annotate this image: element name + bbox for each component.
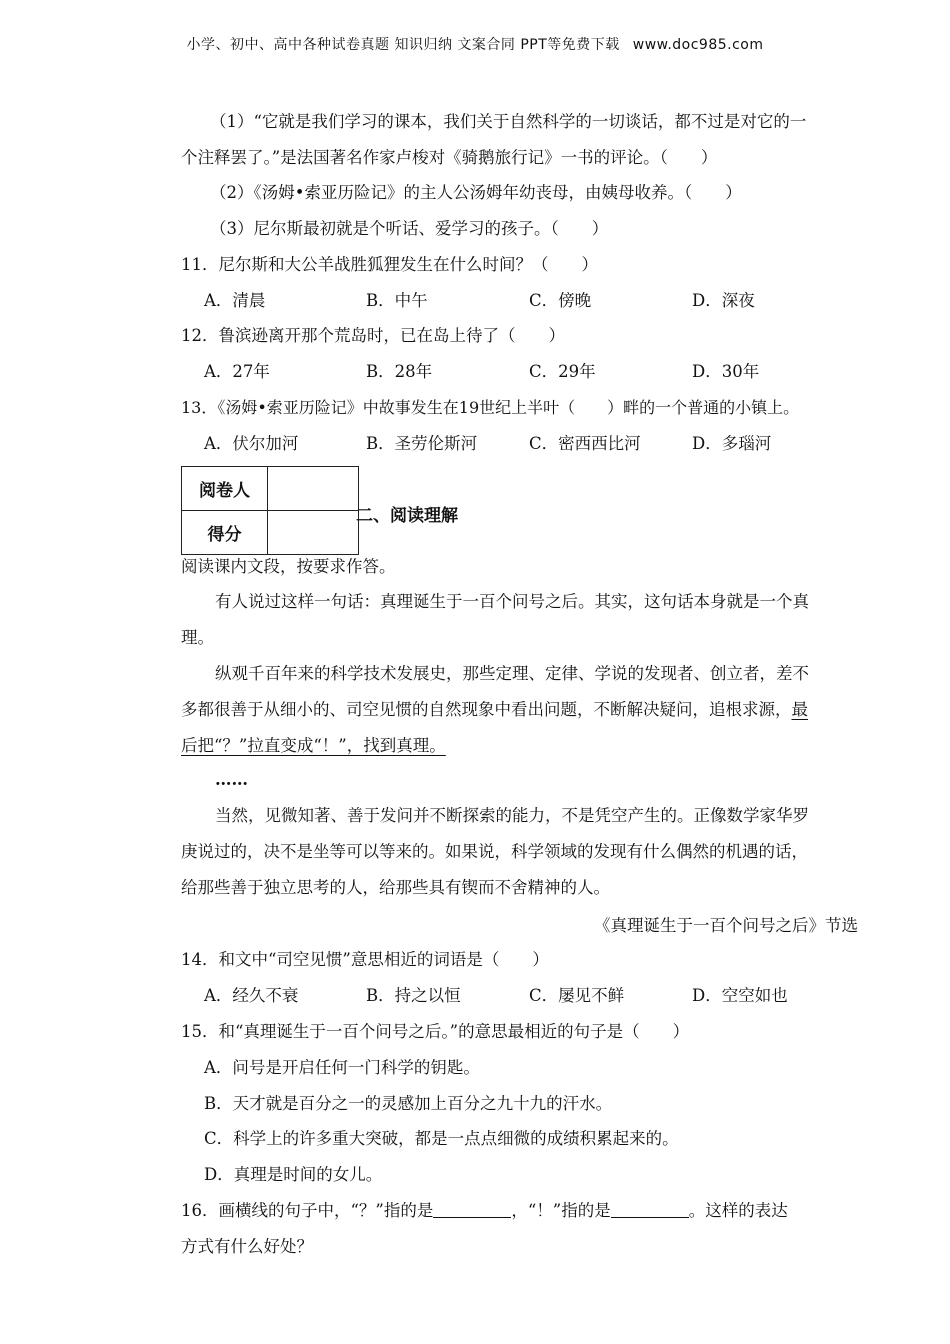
score-cell — [268, 511, 359, 555]
question-11-stem: 11．尼尔斯和大公羊战胜狐狸发生在什么时间？（ ） — [181, 255, 598, 274]
question-12-stem: 12．鲁滨逊离开那个荒岛时，已在岛上待了（ ） — [181, 326, 565, 345]
question-16-line-2: 方式有什么好处？ — [181, 1237, 313, 1256]
q15-option-c: C．科学上的许多重大突破，都是一点点细微的成绩积累起来的。 — [204, 1129, 679, 1148]
q11-option-d: D．深夜 — [692, 291, 755, 310]
header-title: 小学、初中、高中各种试卷真题 知识归纳 文案合同 PPT等免费下载 — [186, 37, 620, 53]
q15-option-b: B．天才就是百分之一的灵感加上百分之九十九的汗水。 — [204, 1094, 613, 1113]
q15-option-a: A．问号是开启任何一门科学的钥匙。 — [204, 1058, 480, 1077]
q15-option-d: D．真理是时间的女儿。 — [204, 1165, 383, 1184]
q16-part-2: ，“！”指的是 — [511, 1201, 611, 1220]
passage-source: 《真理诞生于一百个问号之后》节选 — [594, 916, 858, 935]
passage-p1-line-2: 理。 — [181, 628, 214, 647]
q12-option-a: A．27年 — [204, 362, 270, 381]
q12-option-d: D．30年 — [692, 362, 760, 381]
reading-instruction: 阅读课内文段，按要求作答。 — [181, 557, 396, 576]
q13-option-c: C．密西西比河 — [529, 434, 641, 453]
passage-p2-line-1: 纵观千百年来的科学技术发展史，那些定理、定律、学说的发现者、创立者，差不 — [215, 664, 809, 683]
passage-p1-line-1: 有人说过这样一句话：真理诞生于一百个问号之后。其实，这句话本身就是一个真 — [215, 592, 809, 611]
q16-blank-2[interactable] — [611, 1201, 689, 1218]
section-title: 二、阅读理解 — [356, 506, 458, 526]
q13-option-d: D．多瑙河 — [692, 434, 772, 453]
header-site: www.doc985.com — [632, 37, 764, 53]
passage-p3-line-3: 给那些善于独立思考的人，给那些具有锲而不舍精神的人。 — [181, 878, 610, 897]
q12-option-b: B．28年 — [366, 362, 433, 381]
passage-p3-line-1: 当然，见微知著、善于发问并不断探索的能力，不是凭空产生的。正像数学家华罗 — [215, 806, 809, 825]
score-table — [181, 466, 359, 555]
q14-option-a: A．经久不衰 — [204, 986, 299, 1005]
q13-option-a: A．伏尔加河 — [204, 434, 299, 453]
underlined-sentence-start: 最 — [791, 700, 808, 719]
passage-p3-line-2: 庚说过的，决不是坐等可以等来的。如果说，科学领域的发现有什么偶然的机遇的话， — [181, 842, 808, 861]
q11-option-c: C．傍晚 — [529, 291, 592, 310]
passage-ellipsis: …… — [215, 770, 248, 789]
question-15-stem: 15．和“真理诞生于一百个问号之后。”的意思最相近的句子是（ ） — [181, 1022, 690, 1041]
judge-item-1-line-2: 个注释罢了。”是法国著名作家卢梭对《骑鹅旅行记》一书的评论。（ ） — [181, 148, 718, 167]
judge-item-2: （2）《汤姆•索亚历险记》的主人公汤姆年幼丧母，由姨母收养。（ ） — [210, 183, 742, 202]
score-label: 得分 — [182, 511, 268, 555]
judge-item-1-line-1: （1）“它就是我们学习的课本，我们关于自然科学的一切谈话，都不过是对它的一 — [210, 112, 807, 131]
judge-item-3: （3）尼尔斯最初就是个听话、爱学习的孩子。（ ） — [210, 219, 609, 238]
question-14-stem: 14．和文中“司空见惯”意思相近的词语是（ ） — [181, 950, 549, 969]
grader-cell — [268, 467, 359, 511]
q16-blank-1[interactable] — [433, 1201, 511, 1218]
q14-option-b: B．持之以恒 — [366, 986, 461, 1005]
q12-option-c: C．29年 — [529, 362, 596, 381]
q11-option-b: B．中午 — [366, 291, 428, 310]
passage-p2-line-2 — [181, 698, 808, 722]
question-13-stem: 13．《汤姆•索亚历险记》中故事发生在19世纪上半叶（ ）畔的一个普通的小镇上。 — [181, 398, 800, 417]
q16-part-3: 。这样的表达 — [688, 1201, 788, 1220]
passage-p2-line-2-text: 多都很善于从细小的、司空见惯的自然现象中看出问题，不断解决疑问，追根求源， — [181, 700, 792, 719]
page-header — [0, 34, 950, 54]
q11-option-a: A．清晨 — [204, 291, 266, 310]
q14-option-c: C．屡见不鲜 — [529, 986, 625, 1005]
underlined-sentence: 后把“？”拉直变成“！”，找到真理。 — [181, 736, 446, 755]
question-16-stem — [181, 1199, 788, 1223]
grader-label: 阅卷人 — [182, 467, 268, 511]
q14-option-d: D．空空如也 — [692, 986, 788, 1005]
q16-part-1: 16．画横线的句子中，“？”指的是 — [181, 1201, 434, 1220]
q13-option-b: B．圣劳伦斯河 — [366, 434, 478, 453]
